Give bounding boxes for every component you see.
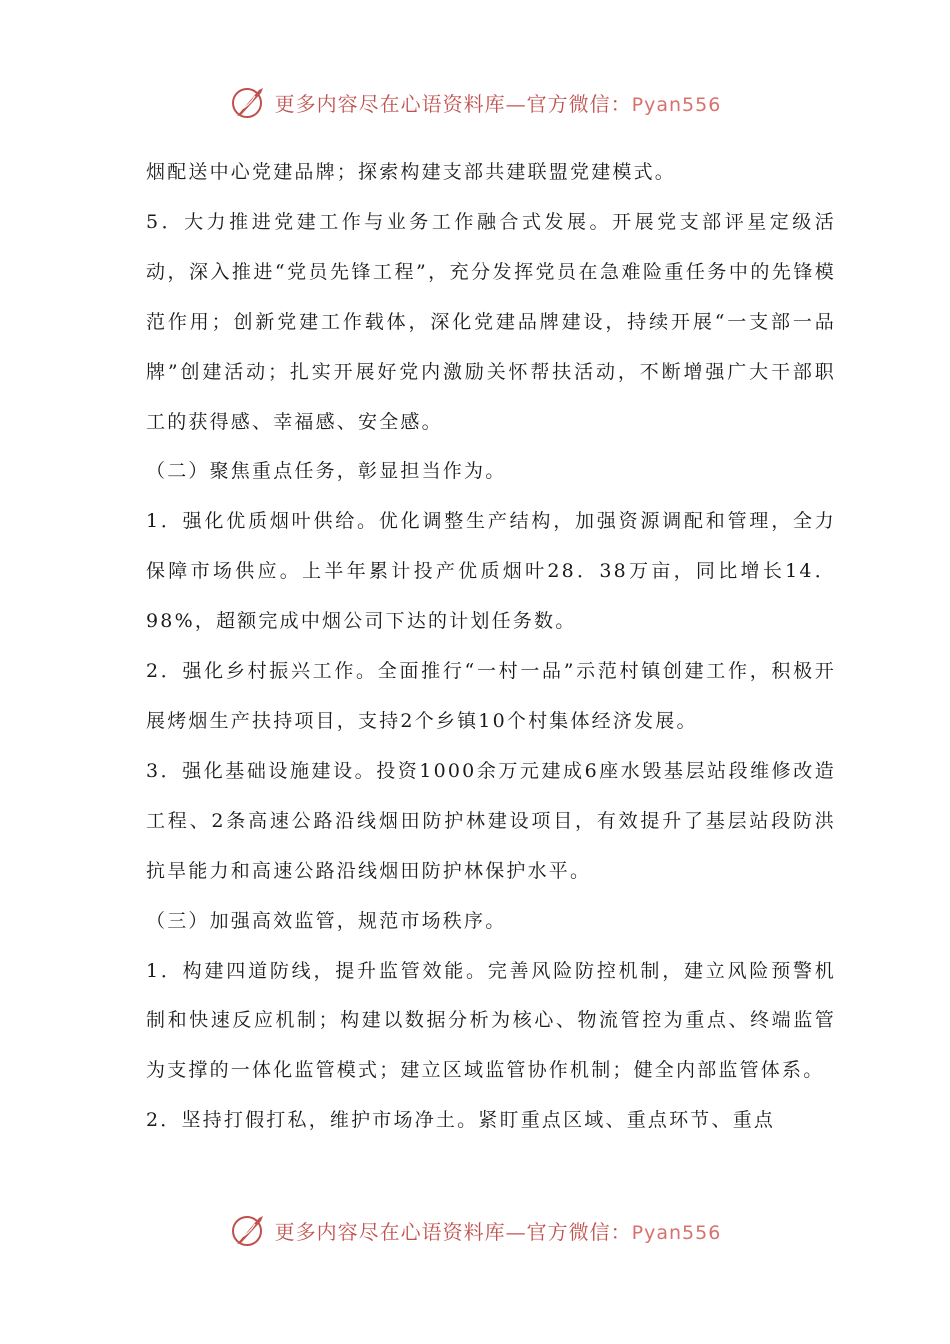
quill-logo-icon bbox=[229, 1210, 269, 1250]
header-banner bbox=[0, 80, 950, 124]
paragraph: 1．构建四道防线，提升监管效能。完善风险防控机制，建立风险预警机制和快速反应机制；构建以数据分析为核心、物流管控为重点、终端监管为支撑的一体化监管模式；建立区域监管协作机制；健全内部监管体系。 bbox=[146, 959, 836, 1082]
banner-contact: Pyan556 bbox=[631, 1221, 722, 1244]
banner-title: 更多内容尽在心语资料库—官方微信： bbox=[274, 91, 632, 116]
banner-title: 更多内容尽在心语资料库—官方微信： bbox=[274, 1219, 632, 1244]
section-heading: （二）聚焦重点任务，彰显担当作为。 bbox=[146, 460, 507, 483]
paragraph: 1．强化优质烟叶供给。优化调整生产结构，加强资源调配和管理，全力保障市场供应。上半年累计投产优质烟叶28．38万亩，同比增长14．98%，超额完成中烟公司下达的计划任务数。 bbox=[146, 510, 836, 633]
section-heading: （三）加强高效监管，规范市场秩序。 bbox=[146, 909, 507, 932]
banner-text bbox=[275, 1216, 722, 1245]
quill-logo-icon bbox=[229, 82, 269, 122]
document-body bbox=[146, 148, 836, 1146]
paragraph: 2．坚持打假打私，维护市场净土。紧盯重点区域、重点环节、重点 bbox=[146, 1109, 776, 1132]
paragraph: 烟配送中心党建品牌；探索构建支部共建联盟党建模式。 bbox=[146, 161, 677, 183]
banner-text bbox=[275, 88, 722, 117]
banner-contact: Pyan556 bbox=[631, 93, 722, 116]
paragraph: 5．大力推进党建工作与业务工作融合式发展。开展党支部评星定级活动，深入推进“党员先锋工程”，充分发挥党员在急难险重任务中的先锋模范作用；创新党建工作载体，深化党建品牌建设，持续开展“一支部一品牌”创建活动；扎实开展好党内激励关怀帮扶活动，不断增强广大干部职工的获得感、幸福感、安全感。 bbox=[146, 210, 836, 433]
footer-banner bbox=[0, 1208, 950, 1252]
paragraph: 3．强化基础设施建设。投资1000余万元建成6座水毁基层站段维修改造工程、2条高速公路沿线烟田防护林建设项目，有效提升了基层站段防洪抗旱能力和高速公路沿线烟田防护林保护水平。 bbox=[146, 759, 836, 882]
paragraph: 2．强化乡村振兴工作。全面推行“一村一品”示范村镇创建工作，积极开展烤烟生产扶持项目，支持2个乡镇10个村集体经济发展。 bbox=[146, 660, 836, 732]
